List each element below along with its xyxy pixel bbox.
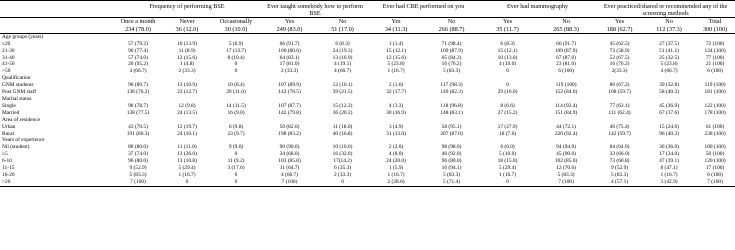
table-cell: 66 (91.7) — [279, 40, 300, 47]
table-cell: 17 (13.7) — [226, 47, 246, 54]
table-cell: 107 (89.9) — [278, 82, 301, 89]
table-cell: 8 (47.1) — [660, 165, 678, 172]
table-cell: 118 (96.8) — [440, 102, 463, 109]
row-label: 6-10 — [2, 158, 12, 165]
table-cell: 50 (82.0) — [279, 123, 300, 130]
section-header-row — [0, 75, 735, 82]
table-cell: 0 — [506, 68, 509, 75]
table-cell: 15 (12.1) — [386, 47, 406, 54]
table-cell: 5 (83.3) — [443, 171, 461, 178]
table-cell: 4 (66.7) — [280, 171, 299, 178]
col-total: 266 (88.7) — [424, 26, 479, 34]
header-corner — [0, 1, 112, 18]
table-cell: 11 (18.0) — [332, 123, 353, 130]
table-cell: 23 (81.0) — [556, 61, 576, 68]
table-cell: 107 (87.7) — [278, 102, 301, 109]
table-row — [0, 61, 735, 68]
table-cell: 71 (98.4) — [441, 40, 462, 47]
row-label: Nil (student) — [2, 144, 30, 151]
table-cell: 11 (9.2) — [227, 158, 245, 165]
table-cell: 207 (87.0) — [440, 130, 463, 137]
table-cell: 7 (100) — [262, 179, 317, 186]
row-label: 11-15 — [2, 165, 15, 172]
header-row-groups — [0, 1, 735, 18]
table-cell: 44 (72.1) — [556, 123, 576, 130]
row-label: 16-20 — [2, 171, 15, 178]
table-row — [0, 151, 735, 158]
table-cell: 9 (9.0) — [228, 144, 244, 151]
table-cell: 40 (16.8) — [332, 130, 353, 137]
table-cell: 20 (95.2) — [128, 61, 148, 68]
table-cell: 24 (10.1) — [177, 130, 197, 137]
col-total: 51 (17.0) — [317, 26, 368, 34]
row-label: ≤5 — [2, 151, 8, 158]
table-cell: 5 (23.8) — [660, 61, 678, 68]
table-cell: 4 (19.1) — [334, 61, 352, 68]
col-label: No — [665, 18, 673, 26]
table-cell: 5 (83.3) — [443, 68, 461, 75]
section-title: Marital status — [2, 95, 32, 102]
table-cell: 96 (80.0) — [128, 158, 148, 165]
col-label: Yes — [391, 18, 401, 26]
section-header-row — [0, 137, 735, 144]
table-cell: 17(14.2) — [333, 158, 352, 165]
table-cell: 5 (83.3) — [557, 171, 575, 178]
table-cell: 52 (67.5) — [609, 54, 630, 61]
table-cell: 1 (5.9) — [388, 165, 404, 172]
table-cell: 124 (100) — [704, 47, 726, 54]
table-row — [0, 55, 735, 62]
table-cell: 2(33.3) — [611, 68, 628, 75]
table-cell: 11 (64.7) — [279, 165, 300, 172]
table-cell: 1 (4.8) — [179, 61, 195, 68]
table-cell: 6 (6.0) — [500, 144, 515, 151]
table-cell: 77 (63.1) — [609, 102, 630, 109]
col-label: Yes — [285, 18, 295, 26]
table-cell: 0 — [164, 179, 210, 186]
col-label: Total — [708, 18, 722, 26]
table-cell: 1 (16.7) — [387, 171, 405, 178]
table-cell: 34 (68.0) — [279, 151, 300, 158]
row-label: 31-40 — [2, 54, 15, 61]
table-cell: 5 (29.4) — [499, 165, 517, 172]
table-cell: 181 (100) — [704, 89, 726, 96]
table-cell: 39 (32.8) — [659, 82, 679, 89]
table-cell: 77 (100) — [705, 54, 725, 61]
table-cell: 142 (78.5) — [278, 89, 301, 96]
table-cell: 109 (87.9) — [440, 47, 463, 54]
table-cell: 45 (90.0) — [556, 151, 576, 158]
table-cell: 80 (67.2) — [609, 82, 630, 89]
col-label: Occasionally — [219, 18, 253, 26]
table-cell: 6 (100) — [558, 68, 574, 75]
table-cell: 117 (98.3) — [440, 82, 463, 89]
table-cell: 4 (8.0) — [388, 151, 404, 158]
table-cell: 100 (100) — [704, 144, 726, 151]
table-cell: 12 (9.8) — [178, 102, 196, 109]
table-cell: 178 (100) — [704, 109, 726, 116]
table-cell: 47 (39.1) — [659, 158, 679, 165]
table-cell: 27 (15.2) — [497, 109, 518, 116]
table-row — [0, 144, 735, 151]
section-title: Years of experience — [2, 137, 45, 144]
table-cell: 4 (57.1) — [596, 179, 643, 186]
table-cell: 3 (4.9) — [388, 123, 404, 130]
table-cell: 0 — [506, 82, 509, 89]
table-cell: 5 (10.0) — [499, 151, 517, 158]
table-cell: 1 (1.4) — [388, 40, 404, 47]
table-cell: 30 (16.9) — [386, 109, 406, 116]
row-label: >50 — [2, 68, 11, 75]
table-cell: 65 (84.3) — [441, 54, 462, 61]
table-cell: 0 — [234, 68, 238, 75]
row-label: Married — [2, 109, 20, 116]
header-bse-frequency: Frequency of performing BSE — [112, 1, 262, 18]
row-label: Rural — [2, 130, 14, 137]
table-cell: 66 (91.7) — [556, 40, 576, 47]
table-cell: 11 (8.9) — [178, 47, 196, 54]
col-label: Never — [179, 18, 195, 26]
table-cell: 4 (19.0) — [499, 61, 517, 68]
table-cell: 15 (12.3) — [332, 102, 353, 109]
table-cell: 16 (76.2) — [441, 61, 462, 68]
table-cell: 13 (16.9) — [332, 54, 353, 61]
col-total: 34 (11.3) — [368, 26, 424, 34]
table-cell: 2 (1.6) — [388, 82, 404, 89]
table-row — [0, 158, 735, 165]
table-cell: 24 (19.3) — [332, 47, 353, 54]
table-cell: 6 (9.8) — [228, 123, 244, 130]
table-cell: 24 (13.5) — [177, 109, 197, 116]
table-cell: 10 (8.4) — [227, 82, 245, 89]
row-label: ≤20 — [2, 40, 11, 47]
table-row — [0, 48, 735, 55]
table-cell: 16 (32.0) — [332, 151, 353, 158]
table-cell: 149 (82.3) — [440, 89, 463, 96]
table-cell: 61 (100) — [705, 123, 725, 130]
table-cell: 4 (66.7) — [660, 68, 678, 75]
table-cell: 1 (16.7) — [499, 171, 517, 178]
table-cell: 45 (36.9) — [659, 102, 679, 109]
table-cell: 11 (11.0) — [177, 144, 197, 151]
table-cell: 220 (92.4) — [554, 130, 578, 137]
table-cell: 2 (28.6) — [368, 179, 424, 186]
col-total: 188 (62.7) — [596, 26, 643, 34]
row-label: Urban — [2, 123, 16, 130]
table-cell: 12 (19.7) — [177, 123, 197, 130]
table-cell: 5 (71.4) — [424, 179, 479, 186]
table-cell: 102 (85.0) — [554, 158, 578, 165]
table-cell: 12 (15.6) — [386, 54, 406, 61]
table-cell: 191 (80.3) — [126, 130, 150, 137]
table-cell: 96 (78.7) — [128, 102, 148, 109]
col-label: Yes — [615, 18, 625, 26]
table-row — [0, 68, 735, 75]
table-cell: 46 (75.4) — [609, 123, 630, 130]
table-cell: 5 (23.8) — [387, 61, 405, 68]
table-row — [0, 179, 735, 186]
table-cell: 17 (81.0) — [279, 61, 300, 68]
row-label: Post GNM staff — [2, 89, 37, 96]
table-cell: 4 (66.7) — [334, 68, 352, 75]
table-cell: 64 (64.0) — [609, 144, 630, 151]
table-cell: 23 (9.7) — [227, 130, 245, 137]
table-cell: 7 (100) — [536, 179, 596, 186]
table-body — [0, 33, 735, 186]
table-cell: 15 (24.6) — [659, 123, 679, 130]
table-cell: 5 (6.9) — [228, 40, 244, 47]
table-cell: 17 (100) — [705, 165, 725, 172]
table-cell: 142 (59.7) — [608, 130, 631, 137]
table-cell: 5 (83.3) — [611, 171, 629, 178]
row-label: >20 — [0, 179, 112, 186]
header-had-cbe: Ever had CBE performed on you — [368, 1, 479, 18]
table-cell: 36 (36.0) — [659, 144, 679, 151]
table-cell: 73 (60.8) — [609, 158, 630, 165]
table-cell: 7 (100) — [695, 179, 735, 186]
table-cell: 0 — [234, 61, 238, 68]
table-cell: 67 (87.0) — [556, 54, 576, 61]
table-cell: 90 (90.0) — [279, 144, 300, 151]
table-cell: 0 — [479, 179, 536, 186]
table-cell: 100 (80.6) — [278, 47, 301, 54]
row-label: Single — [2, 102, 16, 109]
table-cell: 2 (33.3) — [334, 171, 352, 178]
table-cell: 32 (17.7) — [386, 89, 406, 96]
table-cell: 8 (6.6) — [500, 102, 515, 109]
table-cell: 94 (94.0) — [556, 144, 576, 151]
table-cell: 36 (20.2) — [332, 109, 353, 116]
table-cell: 120 (100) — [704, 158, 726, 165]
table-cell: 8 (10.4) — [227, 54, 245, 61]
table-row — [0, 41, 735, 48]
table-cell: 103 (85.8) — [278, 158, 301, 165]
table-cell: 31 (13.0) — [386, 130, 406, 137]
table-cell: 12 (15.6) — [177, 54, 197, 61]
header-screening-practice: Ever practiced/shared or recommended any of the screening methods — [596, 1, 735, 18]
col-label: Yes — [503, 18, 513, 26]
table-cell: 4 (66.7) — [129, 68, 147, 75]
table-cell: 13 (26.0) — [177, 151, 197, 158]
section-header-row — [0, 96, 735, 103]
col-label: Once a month — [120, 18, 156, 26]
table-row — [0, 131, 735, 138]
table-cell: 96 (80.0) — [441, 158, 462, 165]
table-cell: 18 (7.6) — [499, 130, 517, 137]
col-total: 249 (83.0) — [262, 26, 317, 34]
table-cell: 13 (10.9) — [177, 82, 197, 89]
table-cell: 2 (33.3) — [280, 68, 299, 75]
table-cell: 16 (76.2) — [609, 61, 630, 68]
row-label: 21-30 — [2, 47, 15, 54]
table-cell: 3 (42.9) — [643, 179, 695, 186]
table-cell: 17 (27.9) — [497, 123, 518, 130]
table-cell: 138 (76.2) — [126, 89, 150, 96]
table-cell: 10 (13.0) — [497, 54, 518, 61]
table-cell: 12 (10.1) — [332, 82, 353, 89]
table-cell: 1 (16.7) — [387, 68, 405, 75]
section-header-row — [0, 117, 735, 124]
table-cell: 20 (11.0) — [226, 89, 246, 96]
col-total: 30 (10.0) — [210, 26, 262, 34]
table-cell: 29 (16.0) — [497, 89, 518, 96]
table-cell: 72 (100) — [705, 40, 725, 47]
table-cell: 0 — [317, 179, 368, 186]
table-cell: 16 (94.1) — [441, 165, 462, 172]
col-total: 265 (88.3) — [536, 26, 596, 34]
section-title: Area of residence — [2, 116, 41, 123]
col-label: No — [447, 18, 456, 26]
section-title: Age groups (years) — [2, 33, 44, 40]
table-cell: 151 (84.9) — [554, 109, 578, 116]
table-row — [0, 82, 735, 89]
table-cell: 96 (40.3) — [659, 130, 679, 137]
table-cell: 10 (10.0) — [332, 144, 353, 151]
table-cell: 33 (66.0) — [609, 151, 630, 158]
table-cell: 16 (9.0) — [227, 109, 245, 116]
table-cell: 0 — [234, 151, 238, 158]
header-taught-bse: Ever taught somebody how to perform BSE — [262, 1, 368, 18]
table-cell: 50 (100) — [705, 151, 725, 158]
table-cell: 57 (74.0) — [128, 54, 148, 61]
table-row — [0, 172, 735, 179]
table-cell: 6 (100) — [707, 68, 723, 75]
table-cell: 80 (80.0) — [128, 144, 148, 151]
col-label: No — [562, 18, 570, 26]
table-cell: 10 (13.9) — [177, 40, 197, 47]
col-total: 36 (12.0) — [164, 26, 210, 34]
table-cell: 5 (83.3) — [129, 171, 147, 178]
table-cell: 13 (10.8) — [177, 158, 197, 165]
table-cell: 37 (74.0) — [128, 151, 148, 158]
table-cell: 18 (15.0) — [497, 158, 518, 165]
table-cell: 119 (100) — [555, 82, 577, 89]
row-label: GNM students — [2, 82, 34, 89]
table-cell: 119 (100) — [704, 82, 726, 89]
table-cell: 21 (100) — [705, 61, 725, 68]
table-cell: 45 (62.5) — [609, 40, 630, 47]
table-cell: 148 (83.1) — [440, 109, 463, 116]
table-cell: 6 (8.3) — [335, 40, 350, 47]
table-cell: 0 — [210, 179, 262, 186]
header-had-mammography: Ever had mammography — [479, 1, 596, 18]
table-cell: 57 (79.2) — [128, 40, 148, 47]
header-row-sublabels — [0, 18, 735, 26]
table-cell: 122 (100) — [704, 102, 726, 109]
table-cell: 7 (100) — [112, 179, 164, 186]
table-cell: 12 (70.6) — [556, 165, 576, 172]
table-cell: 109 (87.9) — [554, 47, 578, 54]
table-cell: 27 (37.5) — [659, 40, 679, 47]
table-cell: 9 (52.9) — [129, 165, 147, 172]
table-cell: 138 (77.5) — [126, 109, 150, 116]
table-cell: 39 (21.5) — [332, 89, 353, 96]
section-header-row — [0, 33, 735, 40]
table-cell: 114 (93.4) — [554, 102, 578, 109]
table-cell: 3 (17.6) — [227, 165, 245, 172]
row-label: 41-50 — [2, 61, 15, 68]
table-cell: 108 (59.7) — [608, 89, 631, 96]
table-cell: 58 (40.3) — [659, 89, 679, 96]
table-cell: 96 (77.4) — [128, 47, 148, 54]
table-cell: 2 (33.3) — [178, 68, 196, 75]
table-cell: 1 (16.7) — [660, 171, 678, 178]
col-total: 35 (11.7) — [479, 26, 536, 34]
col-label: No — [338, 18, 347, 26]
table-cell: 198 (83.2) — [278, 130, 301, 137]
table-cell: 0 — [234, 171, 238, 178]
header-row-totals — [0, 26, 735, 34]
table-cell: 142 (79.8) — [278, 109, 301, 116]
table-row — [0, 124, 735, 131]
table-row — [0, 103, 735, 110]
table-cell: 67 (37.6) — [659, 109, 679, 116]
table-row — [0, 110, 735, 117]
table-cell: 14 (11.5) — [226, 102, 246, 109]
table-cell: 64 (83.1) — [279, 54, 300, 61]
table-row — [0, 165, 735, 172]
table-cell: 9 (52.9) — [611, 165, 629, 172]
table-cell: 4 (3.3) — [388, 102, 404, 109]
table-cell: 25 (32.5) — [659, 54, 679, 61]
table-cell: 73 (58.9) — [609, 47, 630, 54]
table-cell: 51 (41.1) — [659, 47, 679, 54]
table-cell: 238 (100) — [704, 130, 726, 137]
table-cell: 17 (34.0) — [659, 151, 679, 158]
col-total: 234 (78.0) — [112, 26, 164, 34]
section-title: Qualification — [2, 75, 31, 82]
table-row — [0, 89, 735, 96]
table-cell: 58 (95.1) — [441, 123, 462, 130]
table-cell: 152 (84.0) — [554, 89, 578, 96]
col-total: 112 (37.3) — [643, 26, 695, 34]
table-cell: 46 (92.0) — [441, 151, 462, 158]
table-cell: 111 (62.4) — [608, 109, 631, 116]
table-cell: 6 (100) — [707, 171, 723, 178]
table-cell: 96 (80.7) — [128, 82, 148, 89]
table-cell: 24 (20.0) — [386, 158, 406, 165]
table-cell: 6 (8.3) — [500, 40, 515, 47]
table-cell: 43 (70.5) — [128, 123, 148, 130]
table-cell: 5 (29.4) — [178, 165, 196, 172]
table-cell: 1 (16.7) — [178, 171, 196, 178]
table-cell: 2 (2.0) — [388, 144, 404, 151]
table-cell: 15 (12.1) — [497, 47, 518, 54]
table-cell: 98 (98.0) — [441, 144, 462, 151]
col-total: 300 (100) — [695, 26, 735, 34]
table-cell: 6 (35.3) — [334, 165, 352, 172]
table-cell: 23 (12.7) — [177, 89, 197, 96]
